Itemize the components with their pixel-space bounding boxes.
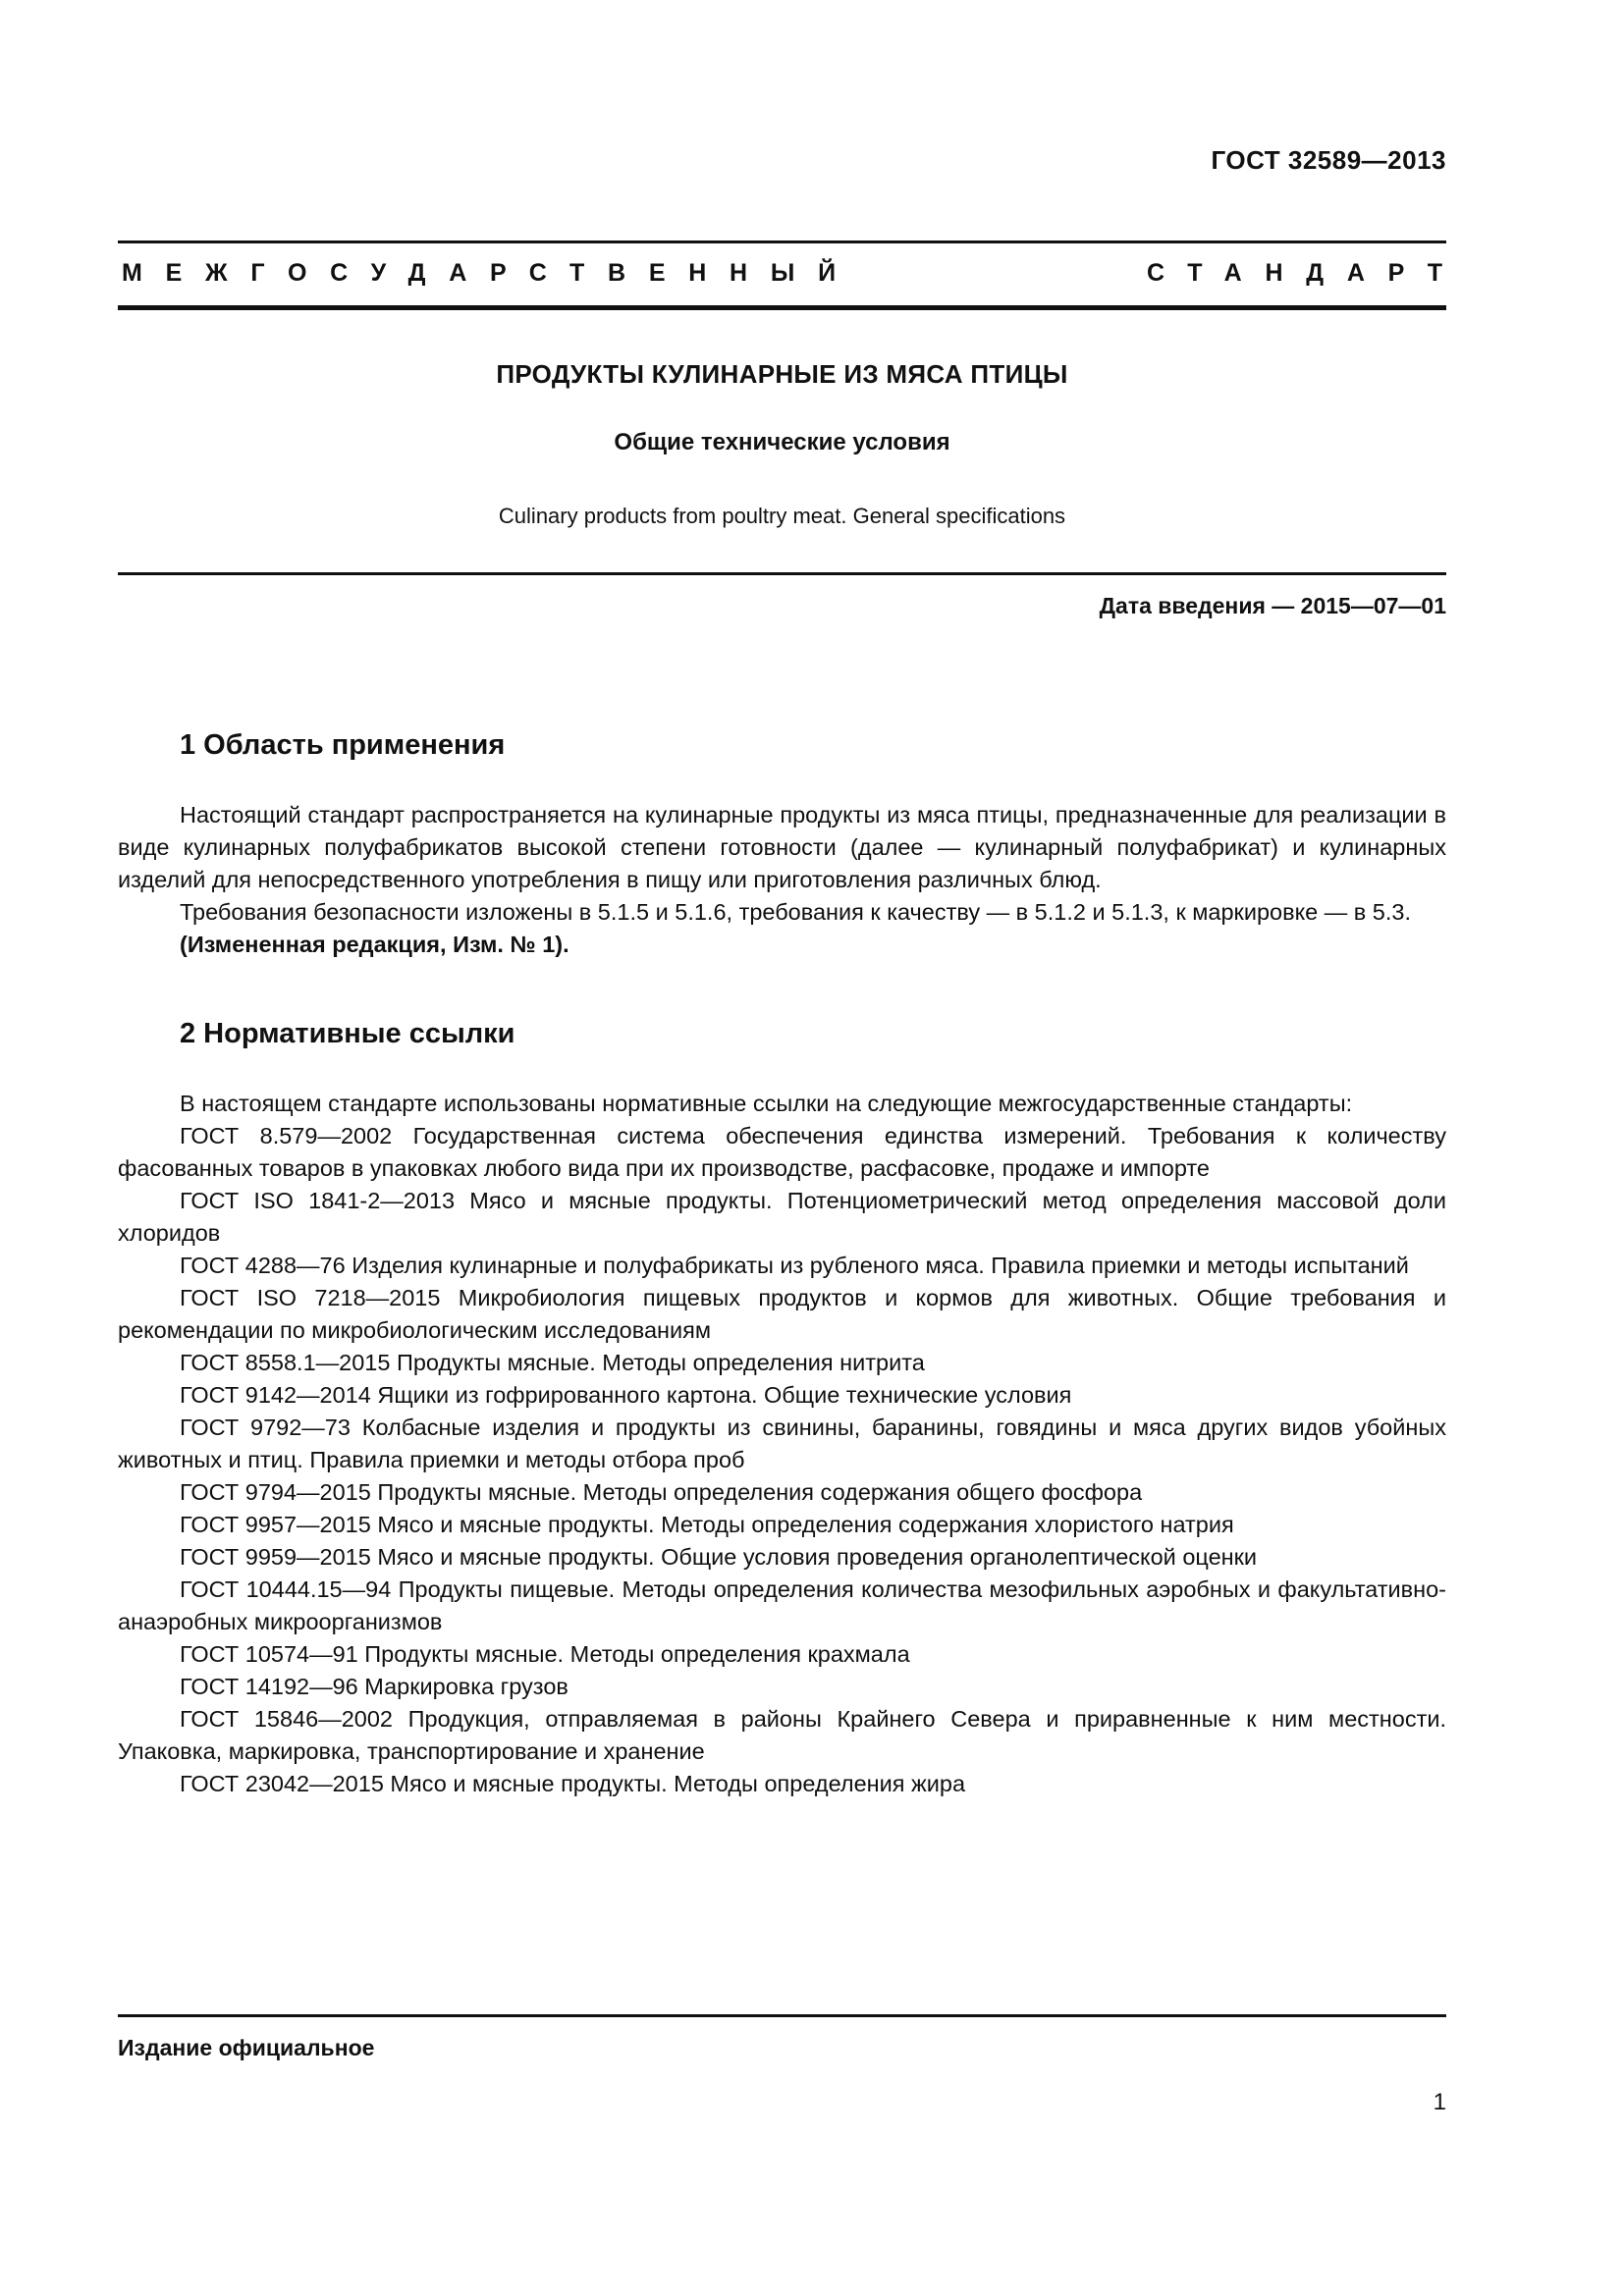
reference-item: ГОСТ 8558.1—2015 Продукты мясные. Методы определения нитрита (180, 1350, 925, 1375)
scope-body (118, 799, 1446, 961)
reference-item: ГОСТ ISO 1841-2—2013 Мясо и мясные продукты. Потенциометрический метод определения массовой доли хлоридов (118, 1188, 1446, 1246)
official-edition-label: Издание официальное (118, 2035, 375, 2060)
reference-item: ГОСТ 10574—91 Продукты мясные. Методы определения крахмала (180, 1641, 910, 1667)
title-block (118, 359, 1446, 529)
reference-item: ГОСТ 4288—76 Изделия кулинарные и полуфабрикаты из рубленого мяса. Правила приемки и методы испытаний (180, 1253, 1409, 1278)
title-divider-rule (118, 572, 1446, 575)
reference-item: ГОСТ 14192—96 Маркировка грузов (180, 1674, 568, 1699)
reference-item: ГОСТ ISO 7218—2015 Микробиология пищевых продуктов и кормов для животных. Общие требования и рекомендации по микробиологическим исследованиям (118, 1285, 1446, 1343)
standard-type-word-2: СТАНДАРТ (1147, 259, 1466, 287)
amendment-note: (Измененная редакция, Изм. № 1). (180, 932, 569, 957)
document-content (0, 145, 1624, 1800)
reference-item: ГОСТ 9792—73 Колбасные изделия и продукты из свинины, баранины, говядины и мяса других видов убойных животных и птиц. Правила приемки и методы отбора проб (118, 1415, 1446, 1472)
reference-item: ГОСТ 9959—2015 Мясо и мясные продукты. Общие условия проведения органолептической оценки (180, 1544, 1258, 1570)
references-list (118, 1120, 1446, 1800)
document-subtitle-ru: Общие технические условия (614, 429, 950, 455)
document-title-en: Culinary products from poultry meat. General specifications (498, 504, 1066, 528)
page-footer (118, 2014, 1446, 2116)
reference-item: ГОСТ 9794—2015 Продукты мясные. Методы определения содержания общего фосфора (180, 1479, 1143, 1505)
reference-item: ГОСТ 9957—2015 Мясо и мясные продукты. Методы определения содержания хлористого натрия (180, 1512, 1234, 1537)
section-heading-scope: 1 Область применения (180, 729, 506, 761)
reference-item: ГОСТ 10444.15—94 Продукты пищевые. Методы определения количества мезофильных аэробных и факультативно-анаэробных микроорганизмов (118, 1576, 1446, 1634)
page-number: 1 (1433, 2089, 1446, 2115)
scope-paragraph: Настоящий стандарт распространяется на кулинарные продукты из мяса птицы, предназначенные для реализации в виде кулинарных полуфабрикатов высокой степени готовности (далее — кулинарный полуфабрикат) и кулинарных изделий для непосредственного употребления в пищу или приготовления различных блюд. (118, 802, 1446, 892)
footer-rule (118, 2014, 1446, 2017)
reference-item: ГОСТ 9142—2014 Ящики из гофрированного картона. Общие технические условия (180, 1382, 1072, 1408)
document-number: ГОСТ 32589—2013 (1211, 145, 1446, 175)
introduction-date: Дата введения — 2015—07—01 (1099, 593, 1446, 618)
reference-item: ГОСТ 8.579—2002 Государственная система обеспечения единства измерений. Требования к количеству фасованных товаров в упаковках любого вида при их производстве, расфасовке, продаже и импорте (118, 1123, 1446, 1181)
scope-paragraph: Требования безопасности изложены в 5.1.5 и 5.1.6, требования к качеству — в 5.1.2 и 5.1.3, к маркировке — в 5.3. (180, 899, 1411, 925)
references-intro: В настоящем стандарте использованы нормативные ссылки на следующие межгосударственные стандарты: (180, 1091, 1353, 1116)
references-body (118, 1088, 1446, 1800)
reference-item: ГОСТ 15846—2002 Продукция, отправляемая в районы Крайнего Севера и приравненные к ним местности. Упаковка, маркировка, транспортирование и хранение (118, 1706, 1446, 1764)
reference-item: ГОСТ 23042—2015 Мясо и мясные продукты. Методы определения жира (180, 1771, 966, 1796)
document-title-ru: ПРОДУКТЫ КУЛИНАРНЫЕ ИЗ МЯСА ПТИЦЫ (496, 359, 1068, 389)
section-heading-references: 2 Нормативные ссылки (180, 1018, 515, 1049)
standard-type-band (118, 240, 1466, 310)
standard-type-word-1: МЕЖГОСУДАРСТВЕННЫЙ (122, 259, 859, 287)
